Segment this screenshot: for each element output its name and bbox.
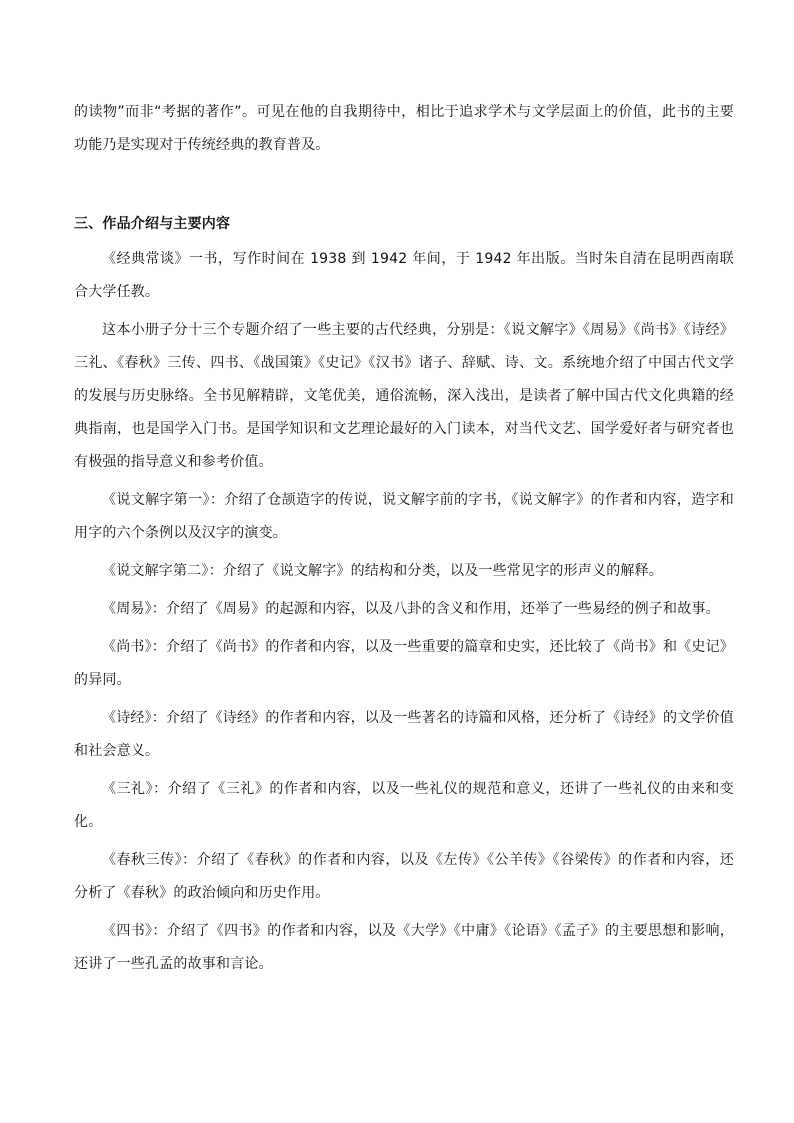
- paragraph-zhouyi: 《周易》：介绍了《周易》的起源和内容，以及八卦的含义和作用，还举了一些易经的例子和故事。: [102, 601, 720, 617]
- paragraph-continuation: 的读物”而非“考据的著作”。可见在他的自我期待中，相比于追求学术与文学层面上的价值，此书的主要功能乃是实现对于传统经典的教育普及。: [74, 104, 734, 153]
- paragraph-chunqiu: 《春秋三传》：介绍了《春秋》的作者和内容，以及《左传》《公羊传》《谷梁传》的作者和内容，还分析了《春秋》的政治倾向和历史作用。: [74, 852, 734, 901]
- paragraph-sanli: 《三礼》：介绍了《三礼》的作者和内容，以及一些礼仪的规范和意义，还讲了一些礼仪的由来和变化。: [74, 781, 734, 830]
- document-body: [74, 96, 734, 981]
- paragraph-sishu: 《四书》：介绍了《四书》的作者和内容，以及《大学》《中庸》《论语》《孟子》的主要思想和影响，还讲了一些孔孟的故事和言论。: [74, 923, 734, 972]
- paragraph-overview: 这本小册子分十三个专题介绍了一些主要的古代经典，分别是：《说文解字》《周易》《尚书》《诗经》三礼、《春秋》三传、四书、《战国策》《史记》《汉书》诸子、辞赋、诗、文。系统地介绍了中国古代文学的发展与历史脉络。全书见解精辟，文笔优美，通俗流畅，深入浅出，是读者了解中国古代文化典籍的经典指南，也是国学入门书。是国学知识和文艺理论最好的入门读本，对当代文艺、国学爱好者与研究者也有极强的指导意义和参考价值。: [74, 322, 734, 470]
- paragraph-shuowen-2: 《说文解字第二》：介绍了《说文解字》的结构和分类，以及一些常见字的形声义的解释。: [102, 563, 663, 579]
- paragraph-shuowen-1: 《说文解字第一》：介绍了仓颉造字的传说，说文解字前的字书，《说文解字》的作者和内容，造字和用字的六个条例以及汉字的演变。: [74, 492, 734, 541]
- paragraph-shijing: 《诗经》：介绍了《诗经》的作者和内容，以及一些著名的诗篇和风格，还分析了《诗经》的文学价值和社会意义。: [74, 710, 734, 759]
- section-heading: 三、作品介绍与主要内容: [74, 216, 231, 232]
- paragraph-shangshu: 《尚书》：介绍了《尚书》的作者和内容，以及一些重要的篇章和史实，还比较了《尚书》和《史记》的异同。: [74, 639, 734, 688]
- paragraph-book-intro: 《经典常谈》一书，写作时间在 1938 到 1942 年间，于 1942 年出版。当时朱自清在昆明西南联合大学任教。: [74, 251, 734, 300]
